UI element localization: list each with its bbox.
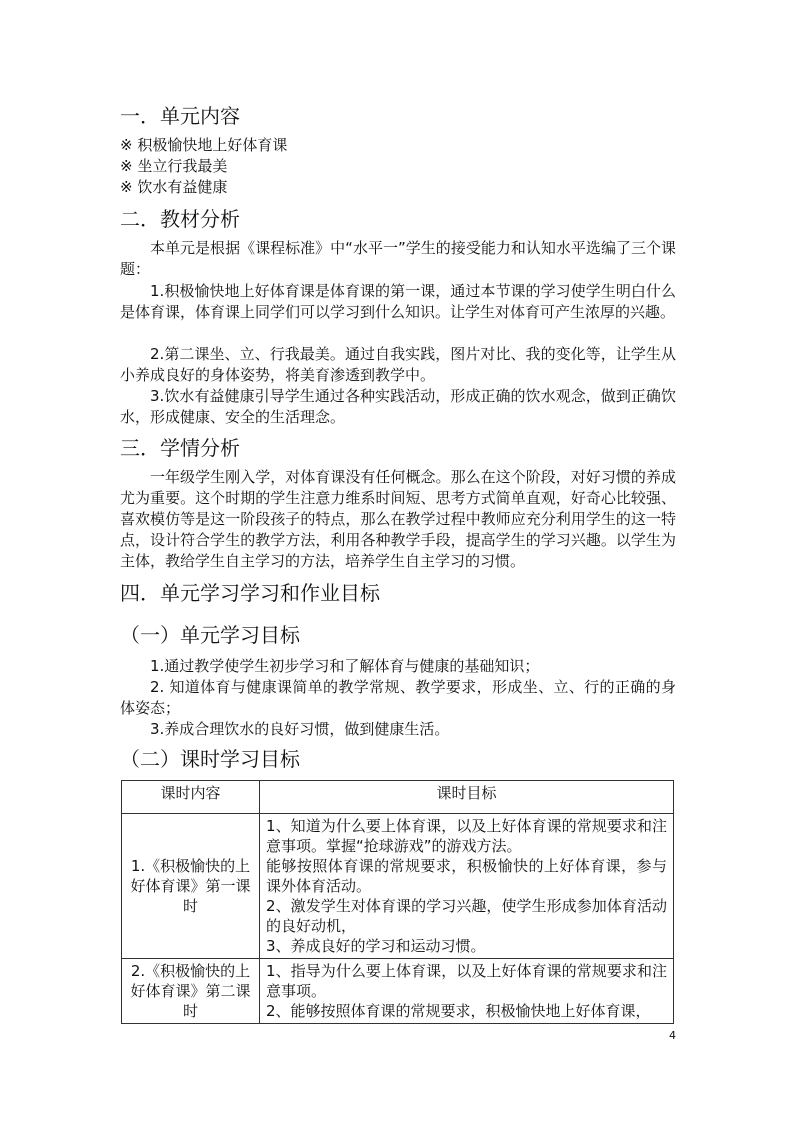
subsection-heading-unit-learning-goals: （一）单元学习目标 — [120, 623, 300, 647]
goal-line: 能够按照体育课的常规要求，积极愉快的上好体育课，参与课外体育活动。 — [266, 857, 667, 895]
paragraph: 2.第二课坐、立、行我最美。通过自我实践，图片对比、我的变化等，让学生从小养成良好的身体姿势，将美育渗透到教学中。 — [120, 345, 676, 384]
table-row — [122, 814, 674, 959]
subsection-heading-lesson-goals: （二）课时学习目标 — [120, 747, 300, 771]
section-heading-learner-analysis: 三．学情分析 — [120, 436, 240, 460]
column-header: 课时内容 — [122, 781, 260, 814]
section-heading-unit-goals: 四．单元学习学习和作业目标 — [120, 581, 380, 605]
list-item: ※ 坐立行我最美 — [120, 157, 228, 175]
section-heading-material-analysis: 二．教材分析 — [120, 207, 240, 231]
table-cell-goals — [260, 959, 674, 1024]
goal-line: 2、能够按照体育课的常规要求，积极愉快地上好体育课， — [266, 1002, 651, 1020]
paragraph: 1.通过教学使学生初步学习和了解体育与健康的基础知识； — [150, 657, 540, 675]
paragraph: 本单元是根据《课程标准》中“水平一”学生的接受能力和认知水平选编了三个课题： — [120, 239, 676, 278]
goal-line: 3、养成良好的学习和运动习惯。 — [266, 937, 486, 955]
column-header: 课时目标 — [260, 781, 674, 814]
section-heading-unit-content: 一．单元内容 — [120, 104, 240, 128]
goal-line: 1、知道为什么要上体育课，以及上好体育课的常规要求和注意事项。掌握“抢球游戏”的游戏方法。 — [266, 817, 667, 855]
paragraph: 3.养成合理饮水的良好习惯，做到健康生活。 — [150, 720, 450, 738]
table-cell-goals — [260, 814, 674, 959]
paragraph: 1.积极愉快地上好体育课是体育课的第一课，通过本节课的学习使学生明白什么是体育课，体育课上同学们可以学习到什么知识。让学生对体育可产生浓厚的兴趣。 — [120, 282, 676, 321]
goal-line: 1、指导为什么要上体育课，以及上好体育课的常规要求和注意事项。 — [266, 962, 667, 1000]
paragraph: 一年级学生刚入学，对体育课没有任何概念。那么在这个阶段，对好习惯的养成尤为重要。这个时期的学生注意力维系时间短、思考方式简单直观，好奇心比较强、喜欢模仿等是这一阶段孩子的特点，那么在教学过程中教师应充分利用学生的这一特点，设计符合学生的教学方法，利用各种教学手段，提高学生的学习兴趣。以学生为主体，教给学生自主学习的方法，培养学生自主学习的习惯。 — [120, 468, 676, 570]
paragraph: 3.饮水有益健康引导学生通过各种实践活动，形成正确的饮水观念，做到正确饮水，形成健康、安全的生活理念。 — [120, 387, 676, 426]
table-row — [122, 959, 674, 1024]
list-item: ※ 积极愉快地上好体育课 — [120, 136, 288, 154]
goal-line: 2、激发学生对体育课的学习兴趣，使学生形成参加体育活动的良好动机， — [266, 897, 667, 935]
table-cell-lesson: 1.《积极愉快的上好体育课》第一课时 — [122, 814, 260, 959]
lesson-goals-table — [121, 780, 674, 1024]
table-header-row — [122, 781, 674, 814]
list-item: ※ 饮水有益健康 — [120, 178, 228, 196]
page-number: 4 — [669, 1029, 676, 1042]
table-cell-lesson: 2.《积极愉快的上好体育课》第二课时 — [122, 959, 260, 1024]
paragraph: 2. 知道体育与健康课简单的教学常规、教学要求，形成坐、立、行的正确的身体姿态； — [120, 678, 676, 717]
